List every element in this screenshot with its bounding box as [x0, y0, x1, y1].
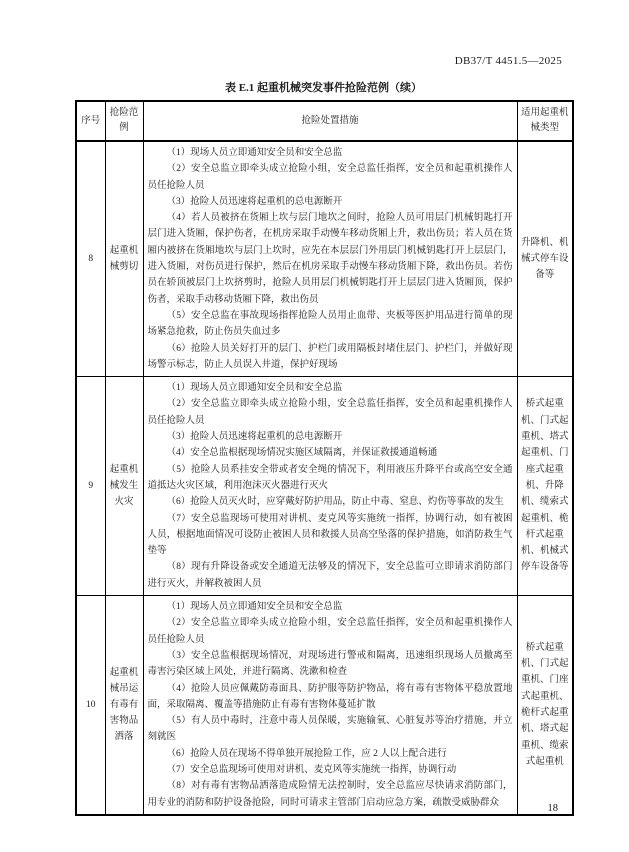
- applicable-crane-types: 桥式起重机、门式起重机、门座式起重机、桅杆式起重机、塔式起重机、缆索式起重机: [517, 596, 573, 815]
- applicable-crane-types: 桥式起重机、门式起重机、塔式起重机、门座式起重机、升降机、缆索式起重机、桅杆式起重机、机械式停车设备等: [517, 377, 573, 596]
- row-number: 9: [76, 377, 105, 596]
- measure-item: （5）有人员中毒时，注意中毒人员保暖，实施输氧、心脏复苏等治疗措施，并立刻就医: [147, 716, 513, 743]
- measure-item: （4）安全总监根据现场情况实施区域隔离，并保证救援通道畅通: [166, 448, 438, 459]
- measure-item: （5）安全总监在事故现场指挥抢险人员用止血带、夹板等医护用品进行简单的现场紧急抢救，防止伤员失血过多: [147, 310, 513, 338]
- measure-item: （1）现场人员立即通知安全员和安全总监: [166, 602, 343, 613]
- header-types: 适用起重机械类型: [517, 101, 573, 141]
- measure-item: （7）安全总监现场可使用对讲机、麦克风等实施统一指挥，协调行动: [166, 764, 457, 775]
- measure-item: （2）安全总监立即牵头成立抢险小组，安全总监任指挥，安全员和起重机操作人员任抢险人员: [147, 399, 513, 426]
- measure-item: （4）抢险人员应佩戴防毒面具、防护服等防护物品，将有毒有害物体平稳放置地面，采取隔离、覆盖等措施防止有毒有害物体蔓延扩散: [147, 683, 513, 710]
- measure-item: （6）抢险人员灭火时，应穿戴好防护用品，防止中毒、窒息、灼伤等事故的发生: [166, 497, 504, 508]
- table-row: [76, 141, 573, 377]
- applicable-crane-types: 升降机、机械式停车设备等: [517, 141, 573, 377]
- header-scope: 抢险范例: [105, 101, 143, 141]
- measure-item: （2）安全总监立即牵头成立抢险小组，安全总监任指挥，安全员和起重机操作人员任抢险人员: [147, 618, 513, 645]
- row-number: 8: [76, 141, 105, 377]
- measure-item: （8）对有毒有害物品洒落造成险情无法控制时，安全总监应尽快请求消防部门，用专业的消防和防护设备抢险，同时可请求主管部门启动应急方案，疏散受威胁群众: [147, 781, 513, 808]
- row-number: 10: [76, 596, 105, 815]
- rescue-measures: [143, 596, 517, 815]
- page-number: 18: [547, 803, 558, 814]
- measure-item: （3）安全总监根据现场情况，对现场进行警戒和隔离，迅速组织现场人员撤离至毒害污染区域上风处，并进行隔离、洗漱和检查: [147, 650, 513, 678]
- rescue-examples-table: [75, 100, 574, 816]
- table-row: [76, 377, 573, 596]
- measure-item: （6）抢险人员关好打开的层门、护栏门或用隔板封堵住层门、护栏门，并做好现场警示标志，防止人员误入井道，保护好现场: [147, 343, 513, 370]
- measure-item: （1）现场人员立即通知安全员和安全总监: [166, 383, 343, 394]
- rescue-scope: 起重机械发生火灾: [105, 377, 143, 596]
- table-title: 表 E.1 起重机械突发事件抢险范例（续）: [224, 82, 423, 94]
- rescue-scope: 起重机械吊运有毒有害物品洒落: [105, 596, 143, 815]
- measure-item: （6）抢险人员在现场不得单独开展抢险工作，应 2 人以上配合进行: [166, 748, 447, 759]
- measure-item: （3）抢险人员迅速将起重机的总电源断开: [166, 196, 343, 207]
- document-code: DB37/T 4451.5—2025: [454, 55, 562, 67]
- measure-item: （2）安全总监立即牵头成立抢险小组，安全总监任指挥，安全员和起重机操作人员任抢险人员: [147, 164, 513, 191]
- measure-item: （8）现有升降设备或安全通道无法够及的情况下，安全总监可立即请求消防部门进行灭火，并解救被困人员: [147, 562, 513, 589]
- measure-item: （5）抢险人员系挂安全带或者安全绳的情况下，利用液压升降平台或高空安全通道抵达火灾区域，利用泡沫灭火器进行灭火: [147, 464, 513, 491]
- rescue-measures: [143, 377, 517, 596]
- header-measures: 抢险处置措施: [143, 101, 517, 141]
- rescue-measures: [143, 141, 517, 377]
- measure-item: （1）现场人员立即通知安全员和安全总监: [166, 148, 343, 158]
- measure-item: （3）抢险人员迅速将起重机的总电源断开: [166, 432, 343, 443]
- measure-item: （4）若人员被挤在货厢上坎与层门地坎之间时，抢险人员可用层门机械钥匙打开层门进入货厢，保护伤者，在机房采取手动慢车移动货厢上升，救出伤员；若人员在货厢内被挤在货厢地坎与层门上坎时，应先在本层层门外用层门机械钥匙打开上层层门，进入货厢，对伤员进行保护，然后在机房采取手动慢车移动货厢下降，救出伤员。若伤员在轿顶被层门上坎挤剪时，抢险人员用层门机械钥匙打开上层层门进入货厢顶，保护伤者，采取手动移动货厢下降，救出伤员: [147, 213, 513, 305]
- header-no: 序号: [76, 101, 105, 141]
- measure-item: （7）安全总监现场可使用对讲机、麦克风等实施统一指挥，协调行动，如有被困人员，根据地面情况可设防止被困人员和救援人员高空坠落的保护措施，如消防救生气垫等: [147, 513, 513, 557]
- table-row: [76, 596, 573, 815]
- table-header-row: [76, 101, 573, 141]
- rescue-scope: 起重机械剪切: [105, 141, 143, 377]
